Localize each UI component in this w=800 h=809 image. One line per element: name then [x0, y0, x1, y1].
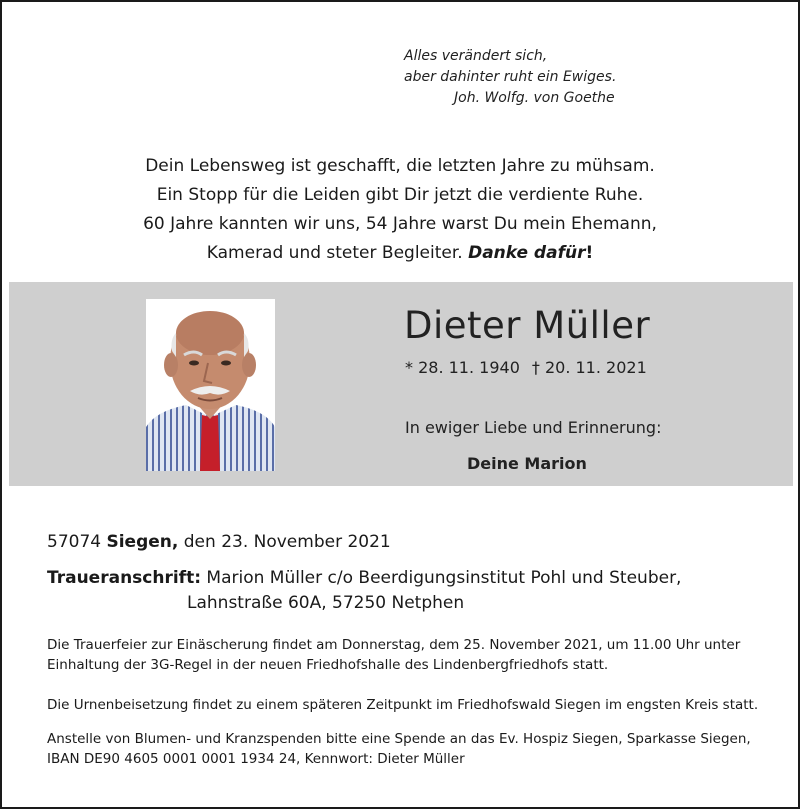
- urn-burial-notice: Die Urnenbeisetzung findet zu einem späteren Zeitpunkt im Friedhofswald Siegen im engsten Kreis statt.: [47, 697, 759, 713]
- poem: [2, 152, 798, 268]
- name-band: [9, 282, 793, 486]
- poem-line-4: [2, 239, 798, 268]
- birth-date: * 28. 11. 1940: [405, 358, 520, 377]
- poem-exclamation: !: [585, 243, 594, 263]
- date: den 23. November 2021: [178, 532, 391, 552]
- funeral-notice: Die Trauerfeier zur Einäscherung findet am Donnerstag, dem 25. November 2021, um 11.00 Uhr unter Einhaltung der 3G-Regel in der neuen Friedhofshalle des Lindenbergfriedhofs statt.: [47, 637, 741, 673]
- signoff: Deine Marion: [467, 454, 587, 473]
- portrait-image: [146, 299, 275, 471]
- portrait-photo: [146, 299, 275, 471]
- quote-author: Joh. Wolfg. von Goethe: [454, 90, 615, 106]
- poem-line-4-text: Kamerad und steter Begleiter.: [206, 243, 469, 263]
- life-dates: [405, 358, 647, 377]
- poem-line-1: Dein Lebensweg ist geschafft, die letzten Jahre zu mühsam.: [145, 156, 655, 176]
- place-date: [47, 532, 391, 552]
- quote-line-2: aber dahinter ruht ein Ewiges.: [404, 69, 617, 85]
- death-date: † 20. 11. 2021: [531, 358, 647, 377]
- address-line-2: Lahnstraße 60A, 57250 Netphen: [187, 593, 465, 613]
- goethe-quote: [404, 46, 616, 109]
- deceased-name: Dieter Müller: [404, 304, 651, 347]
- poem-emphasis: Danke dafür: [468, 243, 586, 263]
- quote-line-1: Alles verändert sich,: [404, 48, 548, 64]
- poem-line-3: 60 Jahre kannten wir uns, 54 Jahre warst Du mein Ehemann,: [143, 214, 657, 234]
- address-recipient: Marion Müller c/o Beerdigungsinstitut Pohl und Steuber,: [201, 568, 682, 588]
- city: Siegen,: [106, 532, 179, 552]
- donation-notice: Anstelle von Blumen- und Kranzspenden bitte eine Spende an das Ev. Hospiz Siegen, Sparkasse Siegen, IBAN DE90 4605 0001 0001 1934 24, Kennwort: Dieter Müller: [47, 731, 751, 767]
- address-line-1: [47, 566, 681, 591]
- zip-code: 57074: [47, 532, 107, 552]
- poem-line-2: Ein Stopp für die Leiden gibt Dir jetzt die verdiente Ruhe.: [156, 185, 644, 205]
- mourning-address: [47, 566, 681, 616]
- memory-line: In ewiger Liebe und Erinnerung:: [405, 418, 662, 437]
- address-label: Traueranschrift:: [47, 568, 202, 588]
